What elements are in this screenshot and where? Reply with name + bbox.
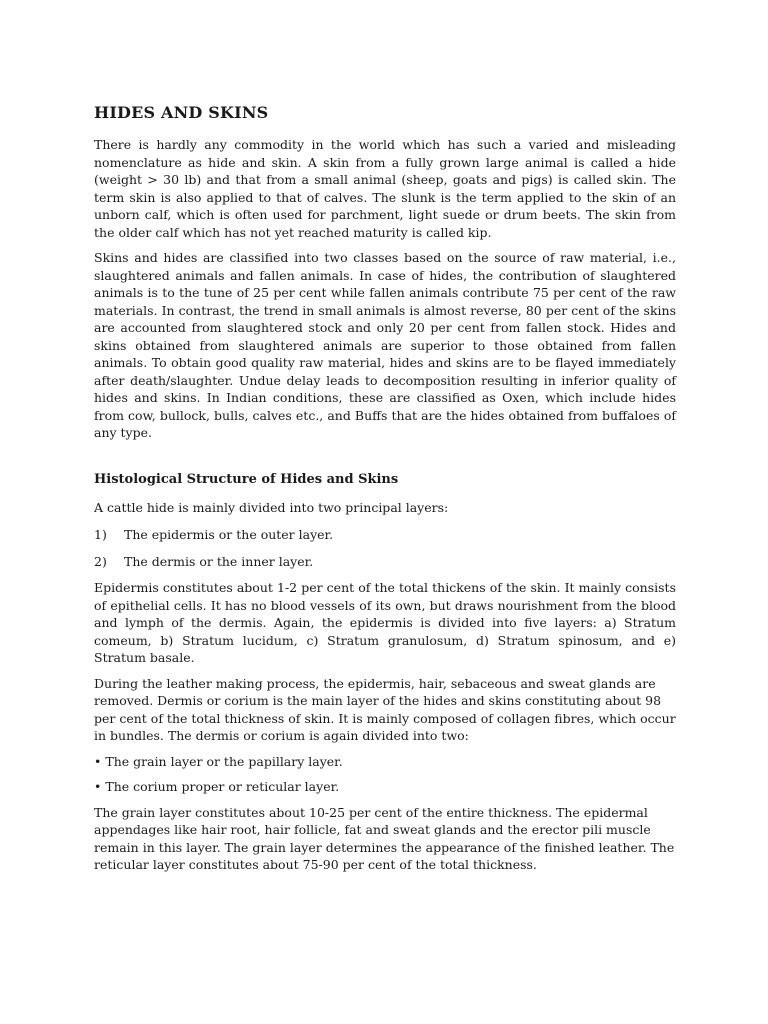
list-item-number: 1) — [94, 527, 107, 542]
paragraph-epidermis: Epidermis constitutes about 1-2 per cent of the total thickens of the skin. It mainly consists of epithelial cells. It has no blood vessels of its own, but draws nourishment from the blood and lymph of the dermis. Again, the epidermis is divided into five layers: a) Stratum comeum, b) Stratum lucidum, c) Stratum granulosum, d) Stratum spinosum, and e) Stratum basale. — [94, 580, 676, 665]
dermis-layers-list — [94, 753, 676, 796]
layers-list — [94, 526, 676, 570]
list-item — [94, 553, 676, 571]
section-intro: A cattle hide is mainly divided into two principal layers: — [94, 499, 449, 515]
document-title: HIDES AND SKINS — [94, 103, 269, 122]
paragraph-classification: Skins and hides are classified into two classes based on the source of raw material, i.e., slaughtered animals and fallen animals. In case of hides, the contribution of slaughtered animals is to the tune of 25 per cent while fallen animals contribute 75 per cent of the raw materials. In contrast, the trend in small animals is almost reverse, 80 per cent of the skins are accounted from slaughtered stock and only 20 per cent from fallen stock. Hides and skins obtained from slaughtered animals are superior to those obtained from fallen animals. To obtain good quality raw material, hides and skins are to be flayed immediately after death/slaughter. Undue delay leads to decomposition resulting in inferior quality of hides and skins. In Indian conditions, these are classified as Oxen, which include hides from cow, bullock, bulls, calves etc., and Buffs that are the hides obtained from buffaloes of any type. — [94, 250, 676, 440]
list-item — [94, 526, 676, 544]
bullet-icon: • — [94, 753, 102, 769]
document-page — [94, 103, 676, 882]
bullet-icon: • — [94, 779, 102, 794]
list-item — [94, 778, 676, 796]
section-heading: Histological Structure of Hides and Skins — [94, 471, 399, 487]
list-item-text: The dermis or the inner layer. — [124, 553, 314, 569]
paragraph-dermis: During the leather making process, the epidermis, hair, sebaceous and sweat glands are removed. Dermis or corium is the main layer of the hides and skins constituting about 98 per cent of the total thickness of skin. It is mainly composed of collagen fibres, which occur in bundles. The dermis or corium is again divided into two: — [94, 675, 676, 743]
list-item-number: 2) — [94, 553, 107, 569]
list-item-text: The epidermis or the outer layer. — [124, 527, 334, 542]
paragraph-nomenclature: There is hardly any commodity in the world which has such a varied and misleading nomenclature as hide and skin. A skin from a fully grown large animal is called a hide (weight > 30 lb) and that from a small animal (sheep, goats and pigs) is called skin. The term skin is also applied to that of calves. The slunk is the term applied to the skin of an unborn calf, which is often used for parchment, light suede or drum beets. The skin from the older calf which has not yet reached maturity is called kip. — [94, 137, 676, 240]
list-item — [94, 753, 676, 771]
list-item-text: The grain layer or the papillary layer. — [105, 753, 343, 769]
paragraph-grain-layer: The grain layer constitutes about 10-25 per cent of the entire thickness. The epidermal appendages like hair root, hair follicle, fat and sweat glands and the erector pili muscle remain in this layer. The grain layer determines the appearance of the finished leather. The reticular layer constitutes about 75-90 per cent of the total thickness. — [94, 804, 675, 872]
list-item-text: The corium proper or reticular layer. — [105, 779, 340, 794]
